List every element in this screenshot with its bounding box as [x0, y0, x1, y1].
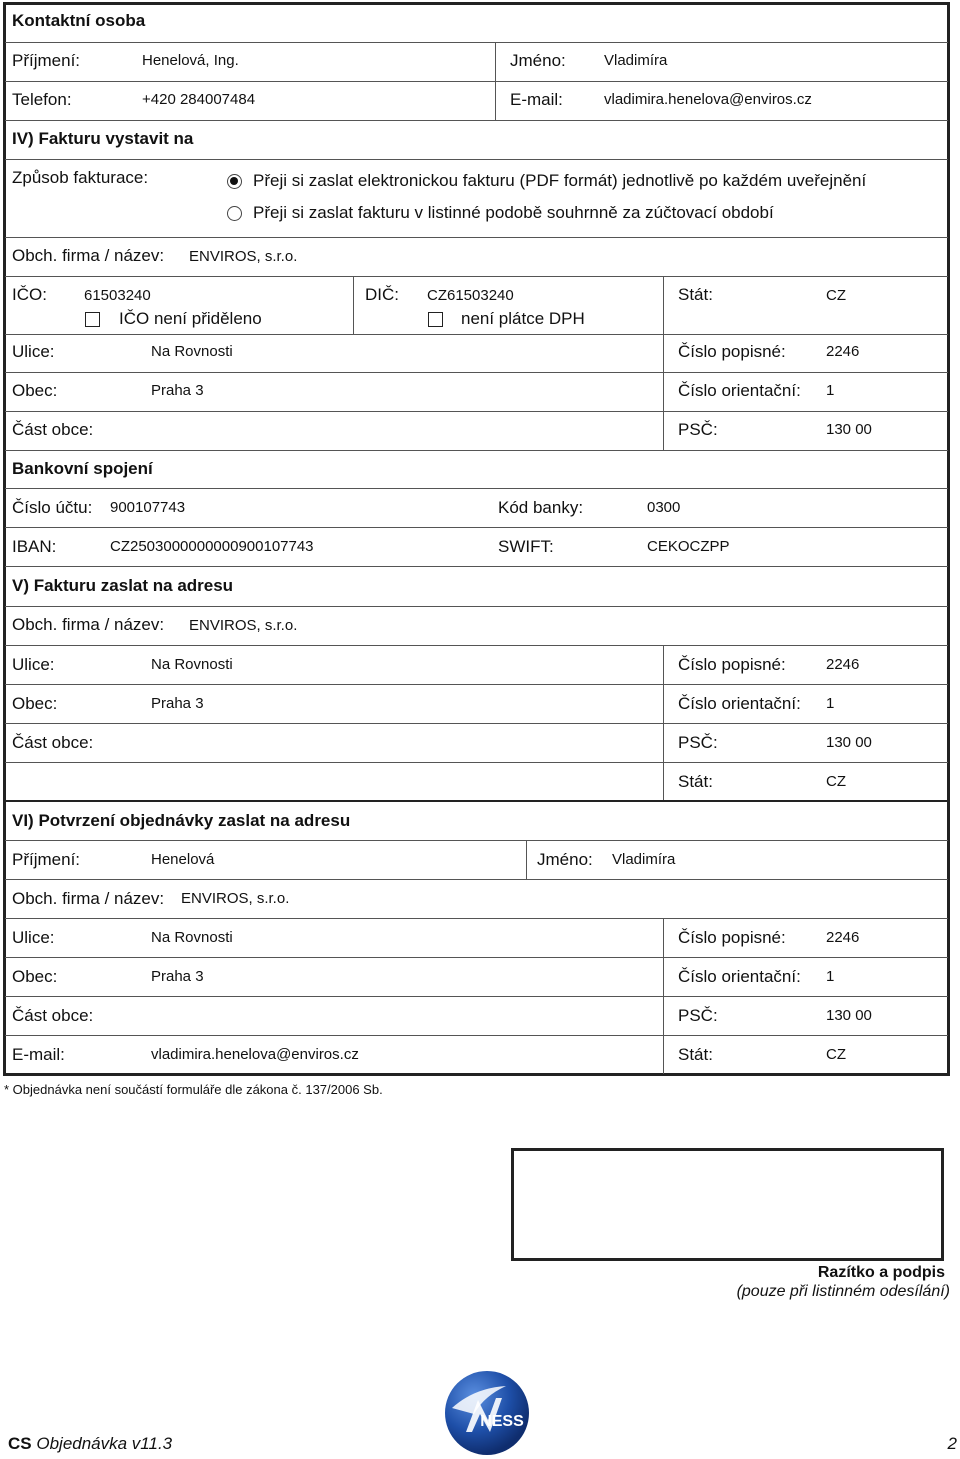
confirm-surname-label: Příjmení: — [12, 850, 81, 869]
invoice-company-value[interactable]: ENVIROS, s.r.o. — [189, 248, 298, 265]
confirm-surname-value[interactable]: Henelová — [151, 851, 215, 868]
contact-phone-label: Telefon: — [12, 90, 72, 109]
iban-label: IBAN: — [12, 537, 57, 556]
invoice-psc-value[interactable]: 130 00 — [826, 421, 872, 438]
invoice-state-label: Stát: — [678, 285, 713, 304]
invoice-city-value[interactable]: Praha 3 — [151, 382, 204, 399]
billing-method-label: Způsob fakturace: — [12, 168, 149, 187]
send-psc-value[interactable]: 130 00 — [826, 734, 872, 751]
send-popisne-value[interactable]: 2246 — [826, 656, 860, 673]
page-number: 2 — [947, 1434, 957, 1453]
invoice-popisne-value[interactable]: 2246 — [826, 343, 860, 360]
confirm-header: VI) Potvrzení objednávky zaslat na adresu — [12, 811, 351, 830]
invoice-state-value[interactable]: CZ — [826, 287, 846, 304]
footer-doc: Objednávka v11.3 — [36, 1434, 173, 1453]
confirm-email-label: E-mail: — [12, 1045, 65, 1064]
confirm-company-label: Obch. firma / název: — [12, 889, 165, 908]
confirm-popisne-label: Číslo popisné: — [678, 928, 786, 947]
confirm-name-label: Jméno: — [537, 850, 593, 869]
invoice-street-value[interactable]: Na Rovnosti — [151, 343, 233, 360]
send-company-label: Obch. firma / název: — [12, 615, 165, 634]
confirm-city-label: Obec: — [12, 967, 58, 986]
confirm-street-value[interactable]: Na Rovnosti — [151, 929, 233, 946]
invoice-header: IV) Fakturu vystavit na — [12, 129, 194, 148]
footnote: * Objednávka není součástí formuláře dle zákona č. 137/2006 Sb. — [4, 1082, 383, 1097]
confirm-city-value[interactable]: Praha 3 — [151, 968, 204, 985]
bank-header: Bankovní spojení — [12, 459, 153, 478]
not-vat-payer-label: není plátce DPH — [461, 309, 585, 328]
contact-header: Kontaktní osoba — [12, 11, 146, 30]
confirm-state-value[interactable]: CZ — [826, 1046, 846, 1063]
invoice-city-label: Obec: — [12, 381, 58, 400]
confirm-state-label: Stát: — [678, 1045, 713, 1064]
confirm-psc-value[interactable]: 130 00 — [826, 1007, 872, 1024]
send-street-label: Ulice: — [12, 655, 55, 674]
send-state-value[interactable]: CZ — [826, 773, 846, 790]
option-paper-invoice: Přeji si zaslat fakturu v listinné podobě souhrnně za zúčtovací období — [253, 203, 774, 222]
footer-version — [8, 1434, 172, 1454]
stamp-box[interactable] — [511, 1148, 944, 1261]
contact-name-label: Jméno: — [510, 51, 566, 70]
invoice-company-label: Obch. firma / název: — [12, 246, 165, 265]
confirm-name-value[interactable]: Vladimíra — [612, 851, 676, 868]
option-electronic-invoice: Přeji si zaslat elektronickou fakturu (PDF formát) jednotlivě po každém uveřejnění — [253, 171, 867, 190]
send-company-value[interactable]: ENVIROS, s.r.o. — [189, 617, 298, 634]
logo-text: NESS — [480, 1413, 524, 1430]
contact-email-label: E-mail: — [510, 90, 563, 109]
account-value[interactable]: 900107743 — [110, 499, 186, 516]
invoice-part-label: Část obce: — [12, 420, 94, 439]
invoice-orient-label: Číslo orientační: — [678, 381, 801, 400]
ico-value[interactable]: 61503240 — [84, 287, 151, 304]
confirm-psc-label: PSČ: — [678, 1006, 718, 1025]
confirm-street-label: Ulice: — [12, 928, 55, 947]
confirm-email-value[interactable]: vladimira.henelova@enviros.cz — [151, 1046, 359, 1063]
send-street-value[interactable]: Na Rovnosti — [151, 656, 233, 673]
stamp-note: (pouze při listinném odesílání) — [736, 1283, 950, 1300]
radio-electronic-invoice[interactable] — [227, 174, 242, 189]
not-vat-payer-checkbox[interactable] — [428, 312, 443, 327]
confirm-orient-label: Číslo orientační: — [678, 967, 801, 986]
ico-none-checkbox[interactable] — [85, 312, 100, 327]
send-popisne-label: Číslo popisné: — [678, 655, 786, 674]
send-psc-label: PSČ: — [678, 733, 718, 752]
contact-name-value[interactable]: Vladimíra — [604, 52, 668, 69]
send-orient-value[interactable]: 1 — [826, 695, 835, 712]
footer-brand: CS — [8, 1434, 32, 1453]
send-city-value[interactable]: Praha 3 — [151, 695, 204, 712]
iban-value[interactable]: CZ2503000000000900107743 — [110, 538, 314, 555]
invoice-street-label: Ulice: — [12, 342, 55, 361]
confirm-orient-value[interactable]: 1 — [826, 968, 835, 985]
dic-label: DIČ: — [365, 285, 399, 304]
send-state-label: Stát: — [678, 772, 713, 791]
contact-phone-value[interactable]: +420 284007484 — [142, 91, 256, 108]
send-city-label: Obec: — [12, 694, 58, 713]
contact-email-value[interactable]: vladimira.henelova@enviros.cz — [604, 91, 812, 108]
invoice-popisne-label: Číslo popisné: — [678, 342, 786, 361]
ico-none-label: IČO není přiděleno — [119, 309, 262, 328]
dic-value[interactable]: CZ61503240 — [427, 287, 514, 304]
send-header: V) Fakturu zaslat na adresu — [12, 576, 234, 595]
confirm-popisne-value[interactable]: 2246 — [826, 929, 860, 946]
contact-surname-label: Příjmení: — [12, 51, 81, 70]
ness-logo — [444, 1370, 530, 1456]
ico-label: IČO: — [12, 285, 47, 304]
bankcode-value[interactable]: 0300 — [647, 499, 681, 516]
confirm-company-value[interactable]: ENVIROS, s.r.o. — [181, 890, 290, 907]
bankcode-label: Kód banky: — [498, 498, 584, 517]
swift-label: SWIFT: — [498, 537, 554, 556]
invoice-orient-value[interactable]: 1 — [826, 382, 835, 399]
radio-paper-invoice[interactable] — [227, 206, 242, 221]
account-label: Číslo účtu: — [12, 498, 93, 517]
contact-surname-value[interactable]: Henelová, Ing. — [142, 52, 239, 69]
swift-value[interactable]: CEKOCZPP — [647, 538, 730, 555]
confirm-part-label: Část obce: — [12, 1006, 94, 1025]
send-part-label: Část obce: — [12, 733, 94, 752]
invoice-psc-label: PSČ: — [678, 420, 718, 439]
stamp-title: Razítko a podpis — [817, 1264, 945, 1281]
send-orient-label: Číslo orientační: — [678, 694, 801, 713]
